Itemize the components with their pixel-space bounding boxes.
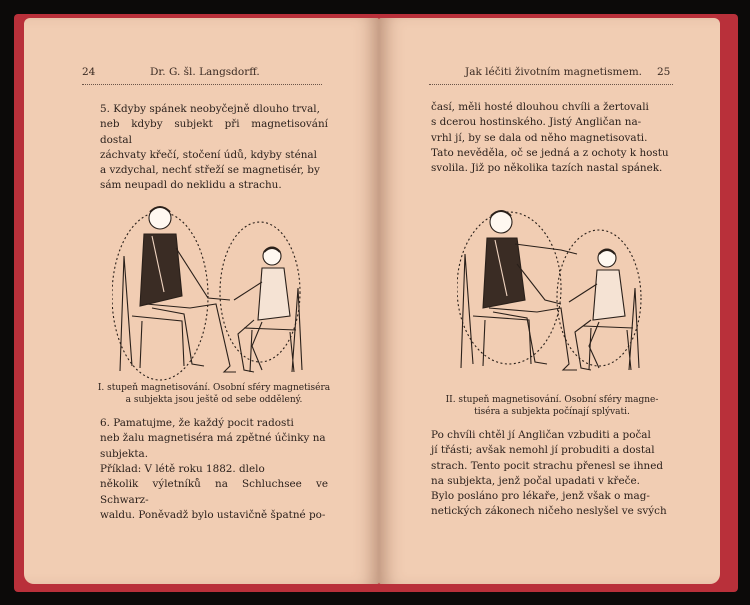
left-figure-caption: I. stupeň magnetisování. Osobní sféry magnetiséra a subjekta jsou ještě od sebe oddělený. bbox=[97, 383, 331, 405]
figure-magnetiser-stage-2 bbox=[457, 204, 657, 384]
right-running-head: Jak léčiti životním magnetismem. bbox=[465, 66, 643, 78]
right-figure-caption: II. stupeň magnetisování. Osobní sféry magne- tiséra a subjekta počínají splývati. bbox=[445, 395, 659, 417]
left-paragraph-5: 5. Kdyby spánek neobyčejně dlouho trval, neb kdyby subjekt při magnetisování dostal záchvaty křečí, stočení údů, kdyby sténal a vzdychal, nechť střeží se magnetisér, by sám neupadl do neklidu a strachu. bbox=[100, 103, 328, 192]
left-example-paragraph: Příklad: V létě roku 1882. dlelo několik výletníků na Schluchsee ve Schwarz- waldu. Poněvadž bylo ustavičně špatné po- bbox=[100, 463, 328, 521]
left-running-head: Dr. G. šl. Langsdorff. bbox=[150, 66, 260, 78]
right-header-rule bbox=[429, 84, 673, 85]
right-page-number: 25 bbox=[657, 66, 671, 78]
right-paragraph-bottom: Po chvíli chtěl jí Angličan vzbuditi a počal jí třásti; avšak nemohl jí probuditi a dostal strach. Tento pocit strachu přenesl se ihned na subjekta, jenž počal upadati v křeče. Bylo posláno pro lékaře, jenž však o mag- netických zákonech ničeho neslyšel ve svých bbox=[431, 429, 667, 518]
left-page-number: 24 bbox=[82, 66, 96, 78]
left-page bbox=[24, 18, 379, 584]
left-header-rule bbox=[82, 84, 322, 85]
right-page bbox=[379, 18, 720, 584]
figure-magnetiser-stage-1 bbox=[112, 196, 312, 394]
left-paragraph-6: 6. Pamatujme, že každý pocit radosti neb žalu magnetiséra má zpětné účinky na subjekta. bbox=[100, 417, 326, 460]
right-paragraph-top: časí, měli hosté dlouhou chvíli a žertovali s dcerou hostinského. Jistý Angličan na- vrhl jí, by se dala od něho magnetisovati. Tato nevěděla, oč se jedná a z ochoty k hostu svolila. Již po několika tazích nastal spánek. bbox=[431, 101, 669, 175]
